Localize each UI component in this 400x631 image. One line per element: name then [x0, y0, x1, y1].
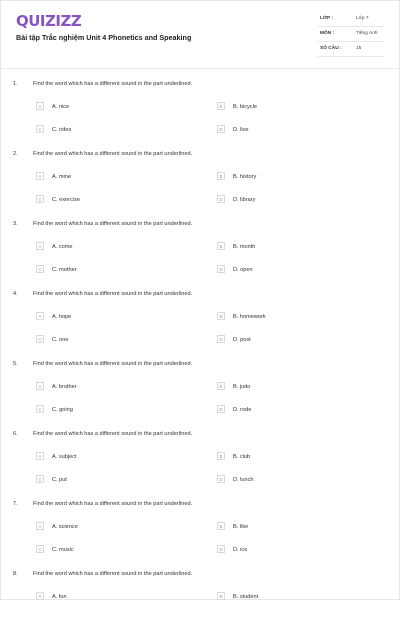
option-letter-box[interactable]: C	[36, 545, 44, 553]
option-letter-box[interactable]: C	[36, 195, 44, 203]
option-letter-box[interactable]: A	[36, 242, 44, 250]
option-letter-box[interactable]: B	[217, 452, 225, 460]
header-divider	[0, 68, 400, 69]
meta-value: Tiếng Anh	[356, 31, 378, 36]
meta-subject	[318, 27, 384, 42]
option-letter-box[interactable]: D	[217, 545, 225, 553]
option-letter-box[interactable]: C	[36, 335, 44, 343]
question-item	[0, 291, 400, 351]
question-number: 5.	[13, 361, 18, 367]
option-text: D. open	[233, 267, 253, 273]
option-letter-box[interactable]: A	[36, 522, 44, 530]
option-letter-box[interactable]: B	[217, 242, 225, 250]
question-number: 3.	[13, 221, 18, 227]
question-number: 7.	[13, 501, 18, 507]
option-text: D. lunch	[233, 477, 254, 483]
option-letter-box[interactable]: B	[217, 172, 225, 180]
option-text: A. mine	[52, 174, 71, 180]
question-item	[0, 501, 400, 561]
option-letter-box[interactable]: C	[36, 125, 44, 133]
option-letter-box[interactable]: C	[36, 265, 44, 273]
question-text: Find the word which has a different sound in the part underlined.	[33, 431, 193, 437]
question-number: 4.	[13, 291, 18, 297]
option-text: B. month	[233, 244, 256, 250]
question-text: Find the word which has a different sound in the part underlined.	[33, 291, 193, 297]
option-letter-box[interactable]: A	[36, 382, 44, 390]
option-letter-box[interactable]: D	[217, 125, 225, 133]
option-text: C. mother	[52, 267, 77, 273]
question-number: 6.	[13, 431, 18, 437]
meta-value: 15	[356, 46, 362, 51]
option-letter-box[interactable]: A	[36, 592, 44, 600]
worksheet-header	[0, 0, 400, 68]
option-letter-box[interactable]: B	[217, 312, 225, 320]
option-text: D. live	[233, 127, 249, 133]
question-item	[0, 151, 400, 211]
question-text: Find the word which has a different sound in the part underlined.	[33, 501, 193, 507]
option-letter-box[interactable]: A	[36, 172, 44, 180]
option-letter-box[interactable]: C	[36, 405, 44, 413]
option-letter-box[interactable]: A	[36, 102, 44, 110]
option-text: A. science	[52, 524, 78, 530]
worksheet-title: Bài tập Trắc nghiệm Unit 4 Phonetics and Speaking	[16, 33, 192, 42]
option-letter-box[interactable]: A	[36, 452, 44, 460]
meta-class	[318, 12, 384, 27]
option-text: D. post	[233, 337, 251, 343]
option-text: C. exercise	[52, 197, 80, 203]
question-item	[0, 571, 400, 631]
option-text: D. library	[233, 197, 256, 203]
question-item	[0, 81, 400, 141]
question-number: 2.	[13, 151, 18, 157]
option-letter-box[interactable]: D	[217, 405, 225, 413]
option-letter-box[interactable]: A	[36, 312, 44, 320]
question-text: Find the word which has a different sound in the part underlined.	[33, 571, 193, 577]
question-item	[0, 431, 400, 491]
option-text: B. history	[233, 174, 257, 180]
option-letter-box[interactable]: B	[217, 592, 225, 600]
meta-question-count	[318, 42, 384, 57]
option-text: A. fun	[52, 594, 67, 600]
option-text: C. going	[52, 407, 73, 413]
option-text: A. hope	[52, 314, 72, 320]
question-number: 8.	[13, 571, 18, 577]
quizizz-logo: QUIZIZZ	[16, 12, 82, 30]
option-letter-box[interactable]: D	[217, 335, 225, 343]
option-letter-box[interactable]: B	[217, 522, 225, 530]
option-text: D. rode	[233, 407, 252, 413]
option-letter-box[interactable]: C	[36, 475, 44, 483]
option-text: C. put	[52, 477, 67, 483]
question-text: Find the word which has a different sound in the part underlined.	[33, 221, 193, 227]
option-text: B. club	[233, 454, 251, 460]
option-letter-box[interactable]: B	[217, 102, 225, 110]
question-item	[0, 361, 400, 421]
option-text: B. judo	[233, 384, 251, 390]
meta-label: MÔN :	[320, 31, 335, 36]
question-text: Find the word which has a different sound in the part underlined.	[33, 81, 193, 87]
option-text: B. like	[233, 524, 249, 530]
option-text: B. student	[233, 594, 259, 600]
question-text: Find the word which has a different sound in the part underlined.	[33, 151, 193, 157]
option-text: A. subject	[52, 454, 77, 460]
option-text: C. music	[52, 547, 74, 553]
option-letter-box[interactable]: D	[217, 265, 225, 273]
meta-label: SỐ CÂU :	[320, 46, 342, 51]
option-text: A. come	[52, 244, 73, 250]
option-text: A. nice	[52, 104, 70, 110]
option-letter-box[interactable]: D	[217, 195, 225, 203]
option-letter-box[interactable]: B	[217, 382, 225, 390]
meta-value: Lớp 7	[356, 16, 369, 21]
meta-label: LỚP :	[320, 16, 334, 21]
option-text: C. one	[52, 337, 69, 343]
option-text: C. rides	[52, 127, 72, 133]
option-text: D. ice	[233, 547, 248, 553]
option-text: A. brother	[52, 384, 77, 390]
question-text: Find the word which has a different sound in the part underlined.	[33, 361, 193, 367]
option-letter-box[interactable]: D	[217, 475, 225, 483]
question-item	[0, 221, 400, 281]
question-number: 1.	[13, 81, 18, 87]
option-text: B. bicycle	[233, 104, 257, 110]
option-text: B. homework	[233, 314, 266, 320]
